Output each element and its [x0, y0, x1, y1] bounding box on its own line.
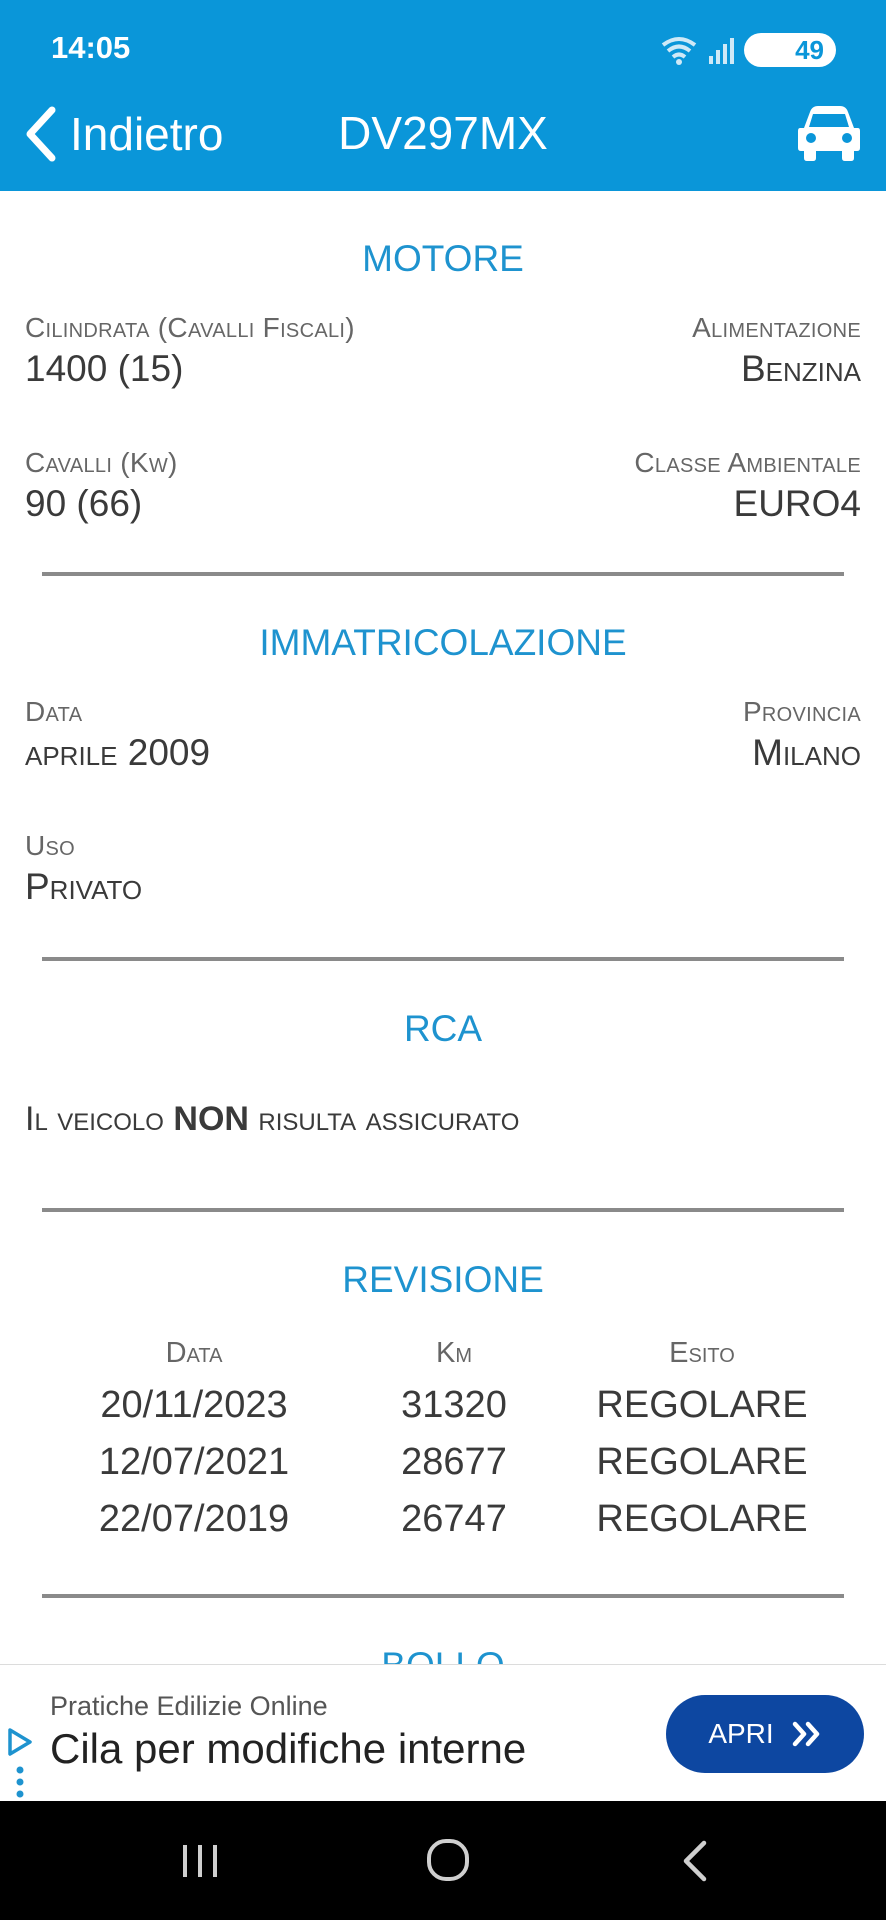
more-options-icon[interactable]: [15, 1765, 25, 1799]
ad-sponsor: Pratiche Edilizie Online: [50, 1691, 328, 1721]
back-nav-icon[interactable]: [660, 1831, 730, 1891]
section-title-rca: RCA: [403, 1008, 483, 1049]
classe-ambientale-label: Classe Ambientale: [634, 447, 861, 478]
divider: [42, 1208, 844, 1212]
revisione-cell: REGOLARE: [596, 1384, 808, 1426]
ad-choices-icon[interactable]: [6, 1727, 34, 1757]
divider: [42, 1594, 844, 1598]
battery-level: 49: [795, 34, 824, 65]
cavalli-label: Cavalli (Kw): [25, 447, 178, 478]
revisione-header-data: Data: [165, 1337, 223, 1369]
revisione-cell: REGOLARE: [596, 1498, 808, 1540]
revisione-cell: 22/07/2019: [98, 1498, 290, 1540]
status-icons: [660, 30, 836, 70]
revisione-col-data: [74, 1337, 314, 1548]
ad-open-button[interactable]: [666, 1695, 864, 1773]
revisione-cell: 26747: [401, 1498, 507, 1540]
cilindrata-label: Cilindrata (Cavalli Fiscali): [25, 312, 355, 343]
revisione-cell: 20/11/2023: [100, 1384, 288, 1426]
revisione-header-esito: Esito: [669, 1337, 735, 1369]
data-label: Data: [25, 696, 83, 727]
wifi-icon: [660, 35, 698, 65]
revisione-cell: 12/07/2021: [98, 1441, 290, 1483]
rca-text-after: risulta assicurato: [248, 1100, 520, 1138]
revisione-cell: REGOLARE: [596, 1441, 808, 1483]
rca-text-before: Il veicolo: [25, 1100, 174, 1138]
divider: [42, 957, 844, 961]
section-title-revisione: REVISIONE: [342, 1259, 544, 1300]
data-value: aprile 2009: [25, 732, 211, 773]
cavalli-value: 90 (66): [25, 483, 143, 524]
revisione-col-km: [374, 1337, 534, 1548]
revisione-cell: 31320: [401, 1384, 507, 1426]
divider: [42, 572, 844, 576]
provincia-label: Provincia: [742, 696, 861, 727]
double-chevron-right-icon: [792, 1721, 822, 1747]
rca-status-text: [25, 1100, 519, 1139]
section-title-immatricolazione: IMMATRICOLAZIONE: [259, 622, 627, 663]
recent-apps-icon[interactable]: [165, 1831, 235, 1891]
ad-banner[interactable]: [0, 1664, 886, 1802]
car-icon: [796, 104, 862, 164]
status-time: 14:05: [51, 30, 131, 65]
back-label: Indietro: [70, 108, 224, 160]
section-title-motore: MOTORE: [362, 238, 524, 279]
car-button[interactable]: [796, 104, 862, 164]
page-title: DV297MX: [338, 107, 548, 159]
revisione-header-km: Km: [435, 1337, 472, 1369]
uso-value: Privato: [25, 866, 143, 907]
alimentazione-label: Alimentazione: [692, 312, 861, 343]
home-icon[interactable]: [413, 1831, 483, 1891]
classe-ambientale-value: EURO4: [733, 483, 861, 524]
signal-icon: [708, 36, 734, 64]
app-header: [0, 0, 886, 191]
ad-open-label: APRI: [708, 1718, 774, 1749]
provincia-value: Milano: [752, 732, 861, 773]
system-navigation-bar: [0, 1801, 886, 1920]
battery-indicator: [744, 33, 836, 67]
revisione-cell: 28677: [401, 1441, 507, 1483]
ad-headline[interactable]: Cila per modifiche interne: [50, 1725, 527, 1772]
cilindrata-value: 1400 (15): [25, 348, 184, 389]
uso-label: Uso: [25, 830, 76, 861]
revisione-col-esito: [582, 1337, 822, 1548]
alimentazione-value: Benzina: [740, 348, 861, 389]
rca-text-bold: NON: [173, 1100, 249, 1138]
